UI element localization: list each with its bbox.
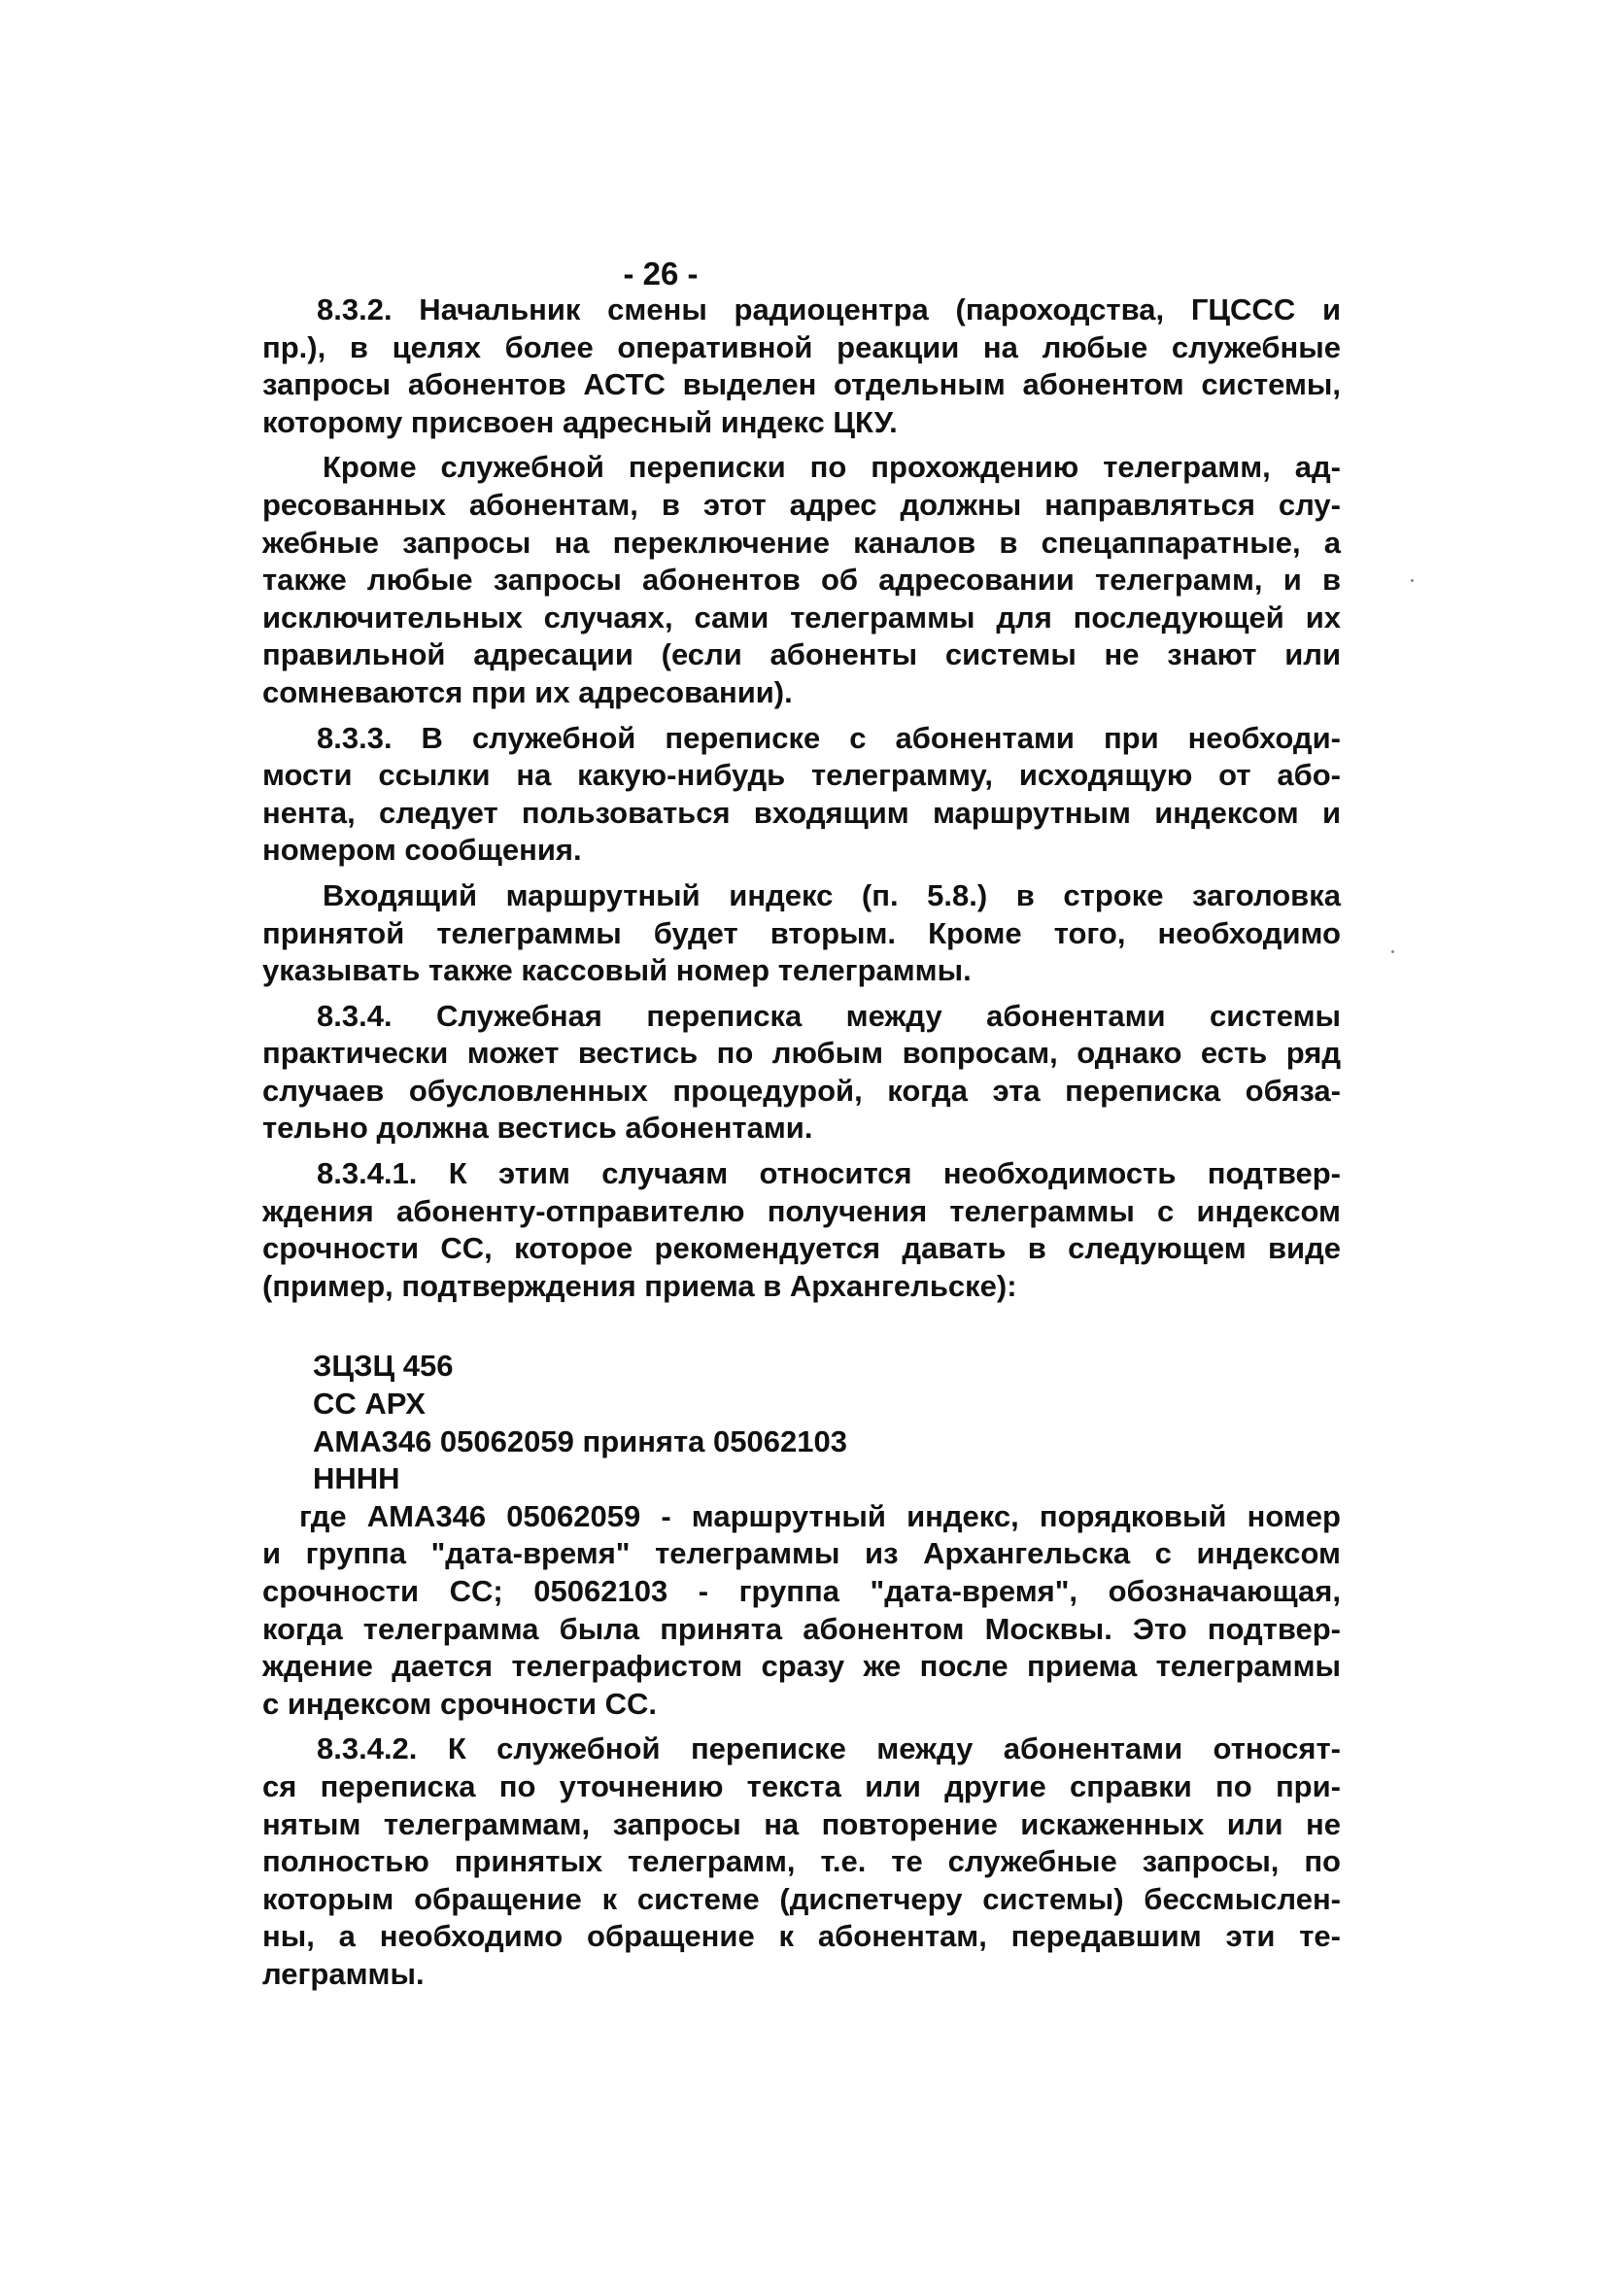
page-number: - 26 -: [623, 256, 699, 291]
text-line: срочности СС, которое рекомендуется давать в следующем виде: [262, 1231, 1341, 1266]
text-line: нятым телеграммам, запросы на повторение искаженных или не: [262, 1806, 1341, 1841]
paragraph-8-3-4-1: [262, 1155, 1341, 1305]
text-line: нента, следует пользоваться входящим маршрутным индексом и: [262, 795, 1341, 830]
text-line: ны, а необходимо обращение к абонентам, передавшим эти те-: [262, 1919, 1341, 1954]
paragraph-service-correspondence: [262, 449, 1341, 711]
body-text: [262, 291, 1341, 2002]
paragraph-8-3-3: [262, 720, 1341, 870]
text-line: с индексом срочности СС.: [262, 1686, 658, 1721]
telegram-example: [313, 1348, 1341, 1497]
text-line: которому присвоен адресный индекс ЦКУ.: [262, 404, 898, 439]
text-line: леграммы.: [262, 1956, 425, 1991]
text-line: принятой телеграммы будет вторым. Кроме того, необходимо: [262, 915, 1341, 950]
text-line: которым обращение к системе (диспетчеру системы) бессмыслен-: [262, 1881, 1341, 1916]
text-line: где АМА346 05062059 - маршрутный индекс, порядковый номер: [299, 1498, 1341, 1533]
text-line: полностью принятых телеграмм, т.е. те служебные запросы, по: [262, 1844, 1341, 1879]
text-line: указывать также кассовый номер телеграммы.: [262, 953, 972, 988]
paragraph-incoming-index: [262, 877, 1341, 990]
text-line: ждения абоненту-отправителю получения телеграммы с индексом: [262, 1193, 1341, 1228]
text-line: ждение дается телеграфистом сразу же после приема телеграммы: [262, 1649, 1341, 1684]
text-line: срочности СС; 05062103 - группа "дата-время", обозначающая,: [262, 1574, 1341, 1608]
scan-speck: [1411, 579, 1414, 582]
example-line: ЗЦЗЦ 456: [313, 1349, 454, 1384]
text-line: запросы абонентов АСТС выделен отдельным абонентом системы,: [262, 367, 1341, 402]
text-line: правильной адресации (если абоненты системы не знают или: [262, 637, 1341, 672]
text-line: исключительных случаях, сами телеграммы для последующей их: [262, 600, 1341, 634]
example-line: АМА346 05062059 принята 05062103: [313, 1423, 847, 1458]
text-line: жебные запросы на переключение каналов в спецаппаратные, а: [262, 525, 1341, 560]
text-line: когда телеграмма была принята абонентом Москвы. Это подтвер-: [262, 1611, 1341, 1646]
text-line: 8.3.4. Служебная переписка между абонентами системы: [317, 998, 1341, 1033]
text-line: мости ссылки на какую-нибудь телеграмму, исходящую от або-: [262, 758, 1341, 793]
text-line: также любые запросы абонентов об адресовании телеграмм, и в: [262, 563, 1341, 598]
text-line: тельно должна вестись абонентами.: [262, 1111, 813, 1146]
text-line: 8.3.4.2. К служебной переписке между абонентами относят-: [317, 1731, 1341, 1766]
example-line: НННН: [313, 1461, 400, 1496]
text-line: 8.3.4.1. К этим случаям относится необходимость подтвер-: [317, 1156, 1341, 1191]
paragraph-8-3-4: [262, 998, 1341, 1148]
text-line: сомневаются при их адресовании).: [262, 674, 793, 709]
text-line: практически может вестись по любым вопросам, однако есть ряд: [262, 1036, 1341, 1071]
text-line: Кроме служебной переписки по прохождению телеграмм, ад-: [323, 450, 1341, 485]
text-line: и группа "дата-время" телеграммы из Архангельска с индексом: [262, 1536, 1341, 1571]
example-line: СС АРХ: [313, 1387, 426, 1422]
text-line: пр.), в целях более оперативной реакции на любые служебные: [262, 329, 1341, 364]
paragraph-8-3-4-2: [262, 1731, 1341, 1993]
paragraph-example-explanation: [262, 1498, 1341, 1724]
text-line: ся переписка по уточнению текста или другие справки по при-: [262, 1768, 1341, 1803]
paragraph-8-3-2: [262, 291, 1341, 441]
text-line: случаев обусловленных процедурой, когда эта переписка обяза-: [262, 1073, 1341, 1108]
text-line: 8.3.3. В служебной переписке с абонентами при необходи-: [317, 720, 1341, 755]
text-line: номером сообщения.: [262, 833, 582, 868]
text-line: (пример, подтверждения приема в Архангельске):: [262, 1268, 1017, 1303]
text-line: Входящий маршрутный индекс (п. 5.8.) в строке заголовка: [323, 877, 1341, 912]
text-line: ресованных абонентам, в этот адрес должны направляться слу-: [262, 487, 1341, 522]
scan-speck: [1391, 950, 1394, 953]
text-line: 8.3.2. Начальник смены радиоцентра (пароходства, ГЦССС и: [317, 292, 1341, 326]
